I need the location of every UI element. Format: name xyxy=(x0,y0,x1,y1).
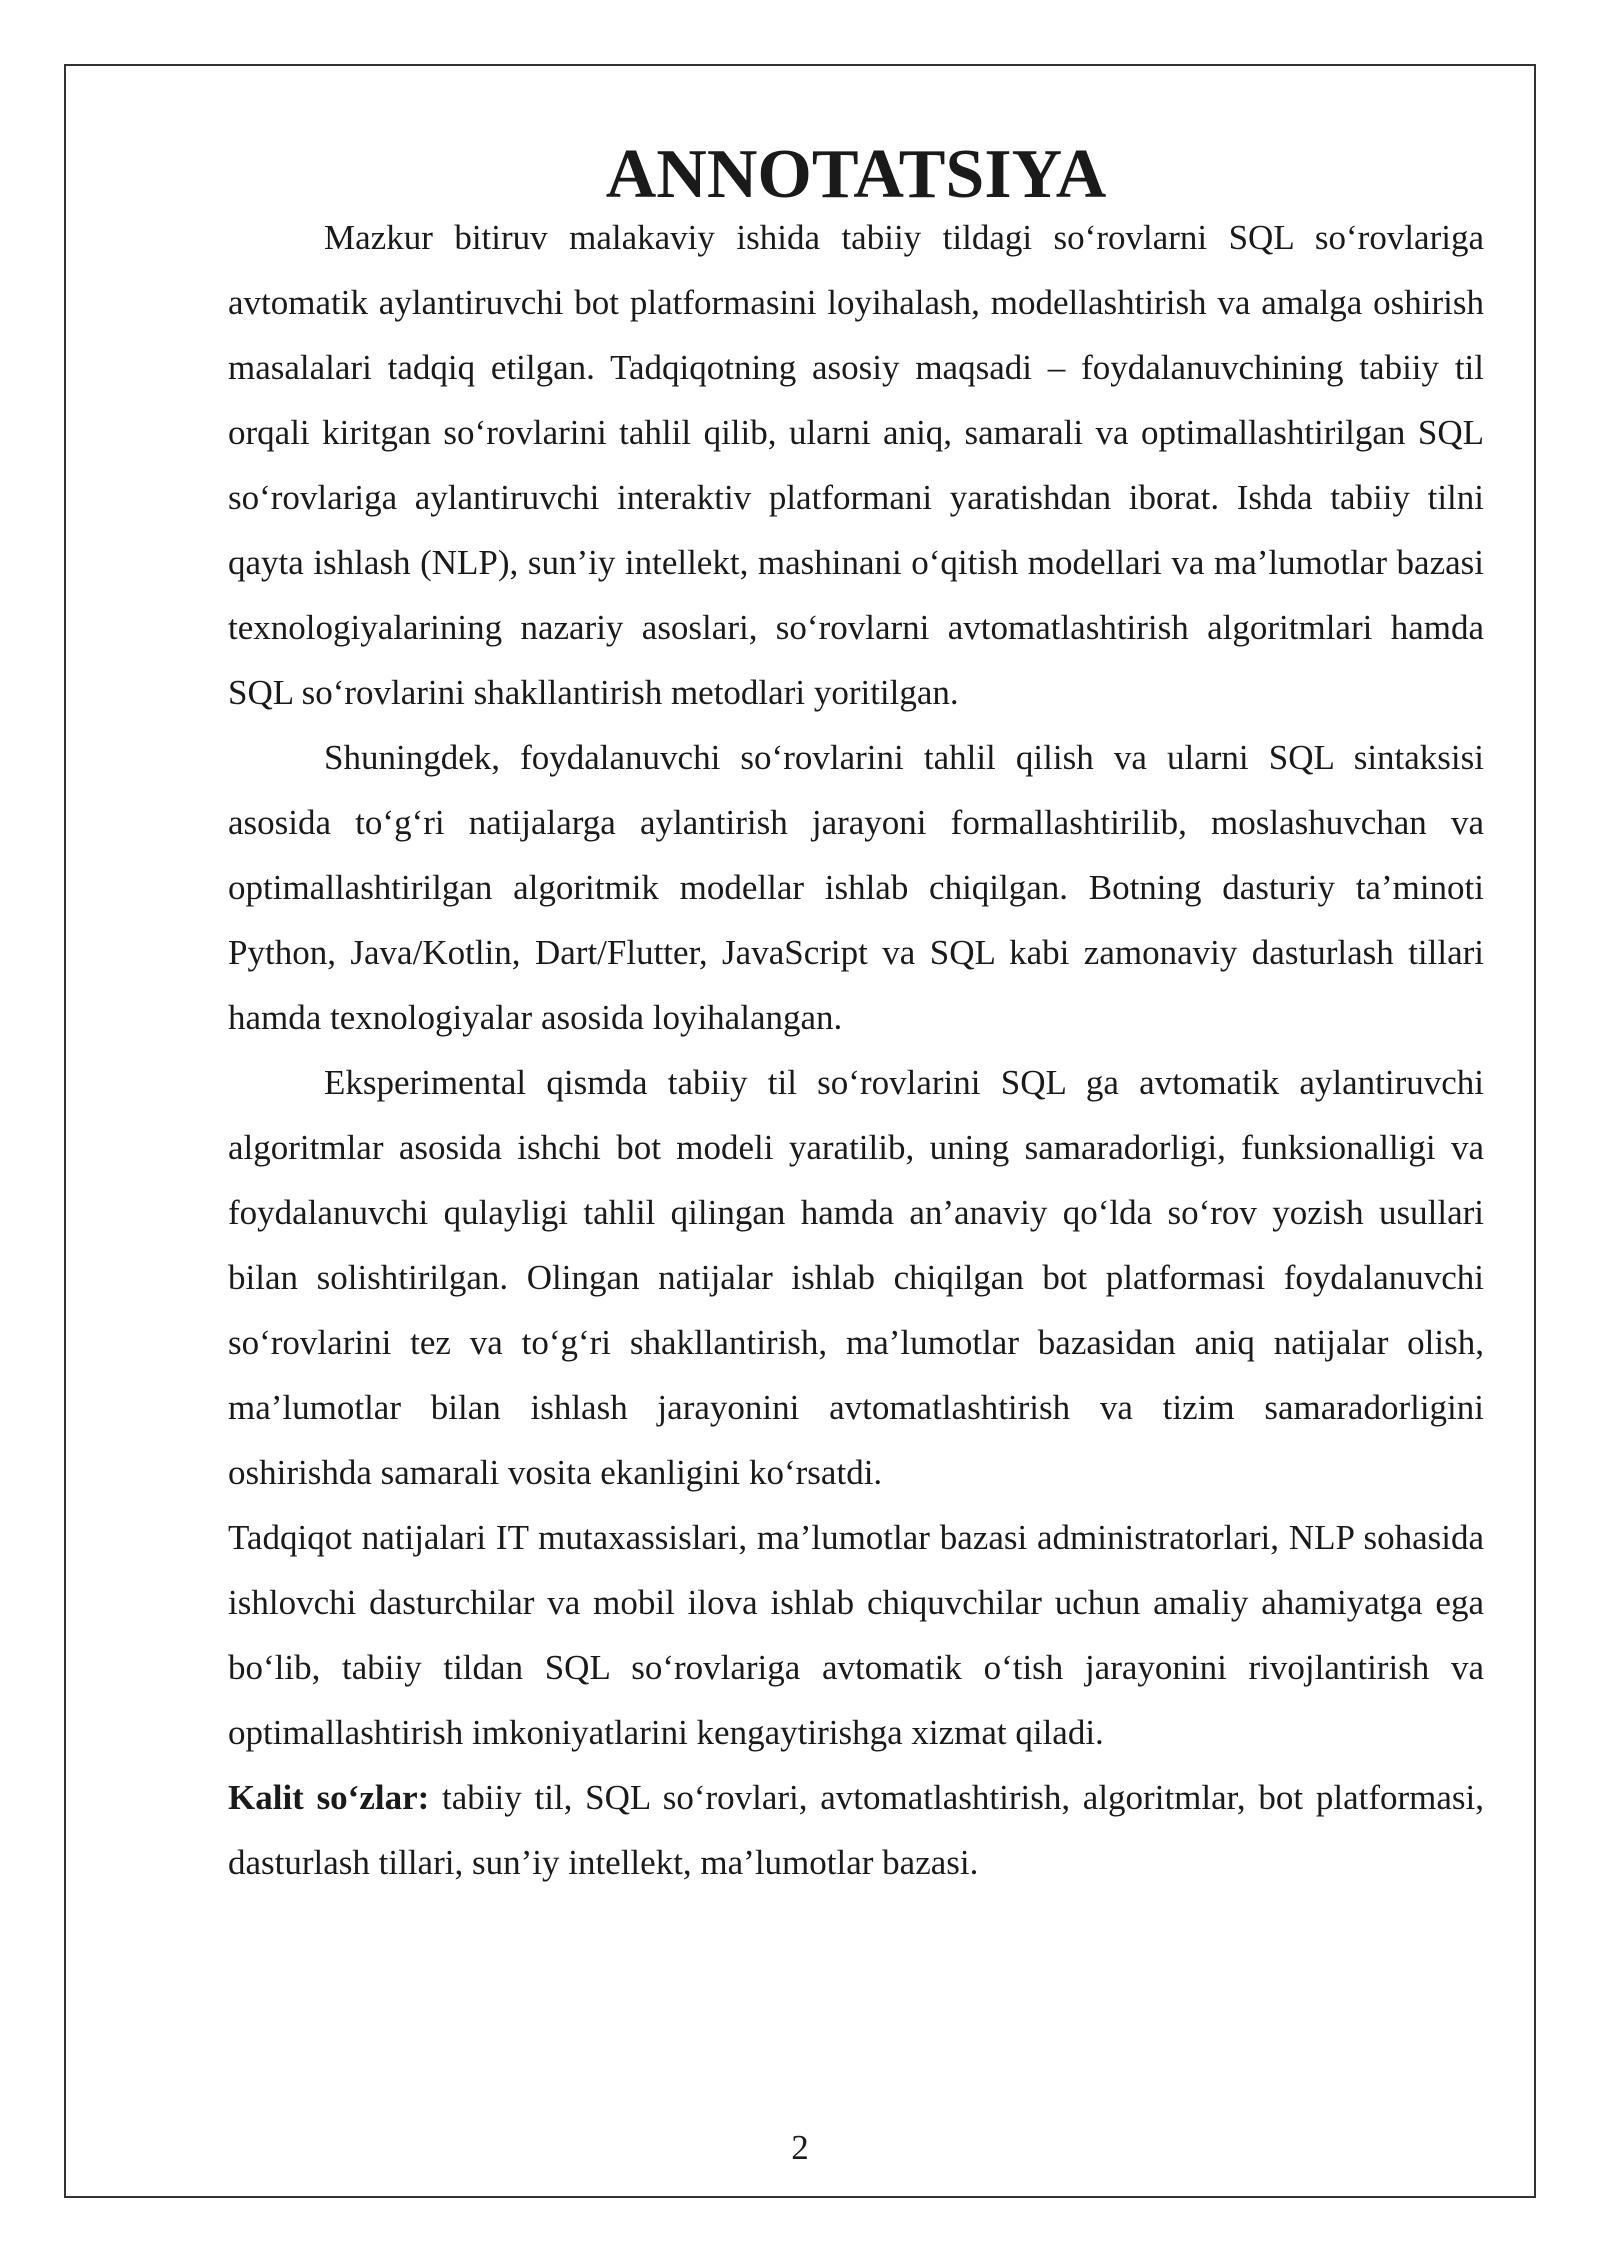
keywords-paragraph xyxy=(228,1765,1484,1895)
paragraph-significance: Tadqiqot natijalari IT mutaxassislari, ma’lumotlar bazasi administratorlari, NLP sohasida ishlovchi dasturchilar va mobil ilova ishlab chiquvchilar uchun amaliy ahamiyatga ega bo‘lib, tabiiy tildan SQL so‘rovlariga avtomatik o‘tish jarayonini rivojlantirish va optimallashtirish imkoniyatlarini kengaytirishga xizmat qiladi. xyxy=(228,1518,1484,1752)
keywords-label: Kalit so‘zlar: xyxy=(228,1778,430,1817)
document-body xyxy=(228,136,1484,1895)
paragraph-purpose: Mazkur bitiruv malakaviy ishida tabiiy tildagi so‘rovlarni SQL so‘rovlariga avtomatik aylantiruvchi bot platformasini loyihalash, modellashtirish va amalga oshirish masalalari tadqiq etilgan. Tadqiqotning asosiy maqsadi – foydalanuvchining tabiiy til orqali kiritgan so‘rovlarini tahlil qilib, ularni aniq, samarali va optimallashtirilgan SQL so‘rovlariga aylantiruvchi interaktiv platformani yaratishdan iborat. Ishda tabiiy tilni qayta ishlash (NLP), sun’iy intellekt, mashinani o‘qitish modellari va ma’lumotlar bazasi texnologiyalarining nazariy asoslari, so‘rovlarni avtomatlashtirish algoritmlari hamda SQL so‘rovlarini shakllantirish metodlari yoritilgan. xyxy=(228,218,1484,712)
paragraph-experiment: Eksperimental qismda tabiiy til so‘rovlarini SQL ga avtomatik aylantiruvchi algoritmlar asosida ishchi bot modeli yaratilib, uning samaradorligi, funksionalligi va foydalanuvchi qulayligi tahlil qilingan hamda an’anaviy qo‘lda so‘rov yozish usullari bilan solishtirilgan. Olingan natijalar ishlab chiqilgan bot platformasi foydalanuvchi so‘rovlarini tez va to‘g‘ri shakllantirish, ma’lumotlar bazasidan aniq natijalar olish, ma’lumotlar bilan ishlash jarayonini avtomatlashtirish va tizim samaradorligini oshirishda samarali vosita ekanligini ko‘rsatdi. xyxy=(228,1063,1484,1492)
page-number: 2 xyxy=(791,2128,809,2167)
paragraph-methods: Shuningdek, foydalanuvchi so‘rovlarini tahlil qilish va ularni SQL sintaksisi asosida to‘g‘ri natijalarga aylantirish jarayoni formallashtirilib, moslashuvchan va optimallashtirilgan algoritmik modellar ishlab chiqilgan. Botning dasturiy ta’minoti Python, Java/Kotlin, Dart/Flutter, JavaScript va SQL kabi zamonaviy dasturlash tillari hamda texnologiyalar asosida loyihalangan. xyxy=(228,738,1484,1037)
document-title: ANNOTATSIYA xyxy=(605,136,1107,213)
keywords-text: tabiiy til, SQL so‘rovlari, avtomatlashtirish, algoritmlar, bot platformasi, dasturlash tillari, sun’iy intellekt, ma’lumotlar bazasi. xyxy=(228,1778,1484,1882)
